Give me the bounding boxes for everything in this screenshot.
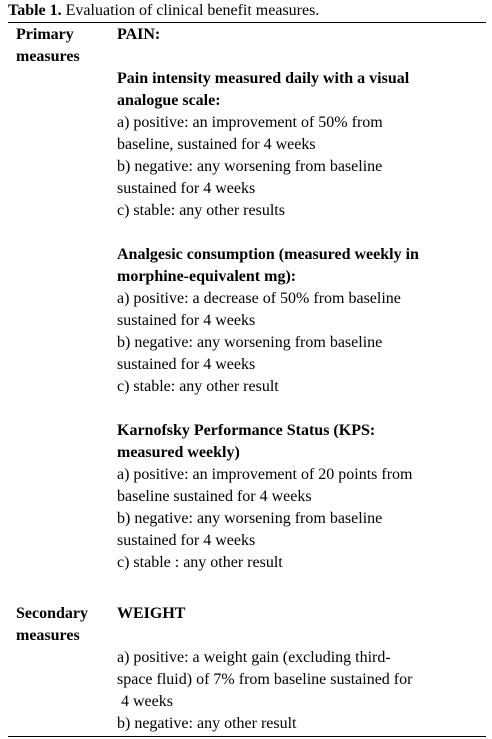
pain-intensity-title-line-2: analogue scale: xyxy=(117,92,221,109)
karnofsky-line-2: baseline sustained for 4 weeks xyxy=(117,488,312,505)
weight-line-2: space fluid) of 7% from baseline sustained for xyxy=(117,671,413,688)
analgesic-line-4: sustained for 4 weeks xyxy=(117,356,256,373)
pain-intensity-line-1: a) positive: an improvement of 50% from xyxy=(117,114,383,131)
pain-intensity-line-4: sustained for 4 weeks xyxy=(117,180,256,197)
karnofsky-block xyxy=(117,420,483,574)
secondary-label-line-1: Secondary xyxy=(16,605,88,622)
weight-line-3: 4 weeks xyxy=(117,693,173,710)
pain-intensity-block xyxy=(117,68,483,222)
weight-line-4: b) negative: any other result xyxy=(117,715,297,732)
primary-measures-content xyxy=(117,24,483,574)
secondary-label-line-2: measures xyxy=(16,627,80,644)
primary-label-line-2: measures xyxy=(16,48,80,65)
analgesic-consumption-block xyxy=(117,244,483,398)
analgesic-line-5: c) stable: any other result xyxy=(117,378,279,395)
analgesic-line-3: b) negative: any worsening from baseline xyxy=(117,334,383,351)
table-caption-text: Evaluation of clinical benefit measures. xyxy=(61,2,320,19)
karnofsky-line-3: b) negative: any worsening from baseline xyxy=(117,510,383,527)
analgesic-title-line-1: Analgesic consumption (measured weekly in xyxy=(117,246,419,263)
weight-line-1: a) positive: a weight gain (excluding third- xyxy=(117,649,391,666)
pain-intensity-line-2: baseline, sustained for 4 weeks xyxy=(117,136,316,153)
table-top-rule xyxy=(8,22,486,23)
pain-intensity-line-3: b) negative: any worsening from baseline xyxy=(117,158,383,175)
table-bottom-rule xyxy=(8,736,486,737)
pain-intensity-title-line-1: Pain intensity measured daily with a visual xyxy=(117,70,410,87)
analgesic-line-1: a) positive: a decrease of 50% from baseline xyxy=(117,290,401,307)
pain-intensity-line-5: c) stable: any other results xyxy=(117,202,285,219)
table-caption-label: Table 1. xyxy=(8,2,62,19)
secondary-measures-label xyxy=(16,603,112,647)
weight-heading: WEIGHT xyxy=(117,605,186,622)
pain-heading: PAIN: xyxy=(117,26,161,43)
secondary-measures-content xyxy=(117,603,483,735)
karnofsky-title-line-1: Karnofsky Performance Status (KPS: xyxy=(117,422,376,439)
karnofsky-title-line-2: measured weekly) xyxy=(117,444,240,461)
primary-measures-label xyxy=(16,24,112,68)
karnofsky-line-4: sustained for 4 weeks xyxy=(117,532,256,549)
analgesic-title-line-2: morphine-equivalent mg): xyxy=(117,268,297,285)
karnofsky-line-1: a) positive: an improvement of 20 points from xyxy=(117,466,413,483)
karnofsky-line-5: c) stable : any other result xyxy=(117,554,283,571)
table-caption xyxy=(8,1,319,21)
analgesic-line-2: sustained for 4 weeks xyxy=(117,312,256,329)
primary-label-line-1: Primary xyxy=(16,26,74,43)
